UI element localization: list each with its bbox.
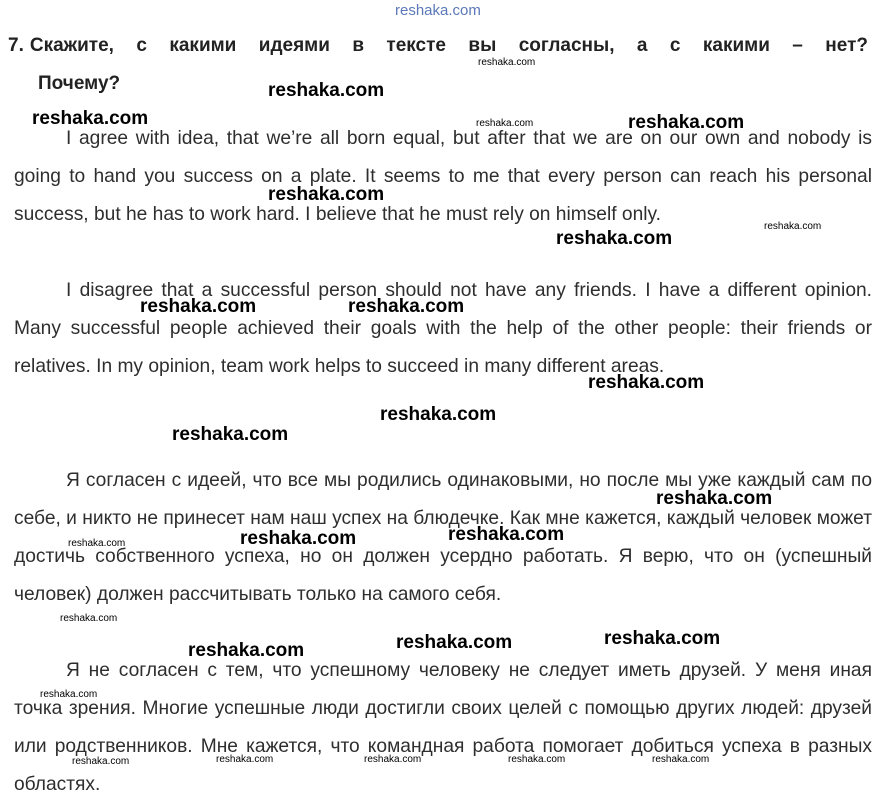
task-question-text: Скажите, с какими идеями в тексте вы согласны, а с какими – нет? (29, 35, 868, 56)
answer-paragraph-ru-1: Я согласен с идеей, что все мы родились одинаковыми, но после мы уже каждый сам по себе, и никто не принесет нам наш успех на блюдечке. Как мне кажется, каждый человек может достичь собственного успеха, но он должен усердно работать. Я верю, что он (успешный человек) должен рассчитывать только на самого себя. (14, 470, 872, 605)
watermark: reshaka.com (764, 221, 822, 232)
watermark: reshaka.com (652, 754, 710, 765)
watermark: reshaka.com (628, 112, 745, 133)
watermark: reshaka.com (364, 754, 422, 765)
watermark: reshaka.com (604, 628, 721, 649)
watermark: reshaka.com (140, 296, 257, 317)
answer-paragraph-ru-2: Я не согласен с тем, что успешному человеку не следует иметь друзей. У меня иная точка зрения. Многие успешные люди достигли своих целей с помощью других людей: друзей или родственников. Мне кажется, что командная работа помогает добиться успеха в разных областях. (14, 660, 872, 795)
watermark: reshaka.com (476, 118, 534, 129)
top-watermark: reshaka.com (395, 2, 481, 19)
watermark: reshaka.com (478, 57, 536, 68)
watermark: reshaka.com (396, 632, 513, 653)
watermark: reshaka.com (72, 756, 130, 767)
watermark: reshaka.com (508, 754, 566, 765)
watermark: reshaka.com (268, 80, 385, 101)
task-number: 7. (8, 35, 24, 56)
answer-paragraph-en-1: I agree with idea, that we’re all born equal, but after that we are on our own and nobody is going to hand you success on a plate. It seems to me that every person can reach his personal success, but he has to work hard. I believe that he must rely on himself only. (14, 128, 872, 225)
watermark: reshaka.com (380, 404, 497, 425)
watermark: reshaka.com (172, 424, 289, 445)
watermark: reshaka.com (268, 184, 385, 205)
watermark: reshaka.com (556, 228, 673, 249)
answer-paragraph-en-2: I disagree that a successful person should not have any friends. I have a different opinion. Many successful people achieved their goals with the help of the other people: their friends or relatives. In my opinion, team work helps to succeed in many different areas. (14, 280, 872, 377)
task-question-line2: Почему? (38, 73, 121, 94)
watermark: reshaka.com (656, 488, 773, 509)
watermark: reshaka.com (216, 754, 274, 765)
watermark: reshaka.com (240, 528, 357, 549)
watermark: reshaka.com (40, 689, 98, 700)
task-heading (8, 34, 868, 96)
task-question-line1 (8, 34, 868, 58)
watermark: reshaka.com (448, 524, 565, 545)
watermark: reshaka.com (32, 108, 149, 129)
watermark: reshaka.com (60, 613, 118, 624)
watermark: reshaka.com (68, 538, 126, 549)
watermark: reshaka.com (348, 296, 465, 317)
watermark: reshaka.com (588, 372, 705, 393)
watermark: reshaka.com (188, 640, 305, 661)
